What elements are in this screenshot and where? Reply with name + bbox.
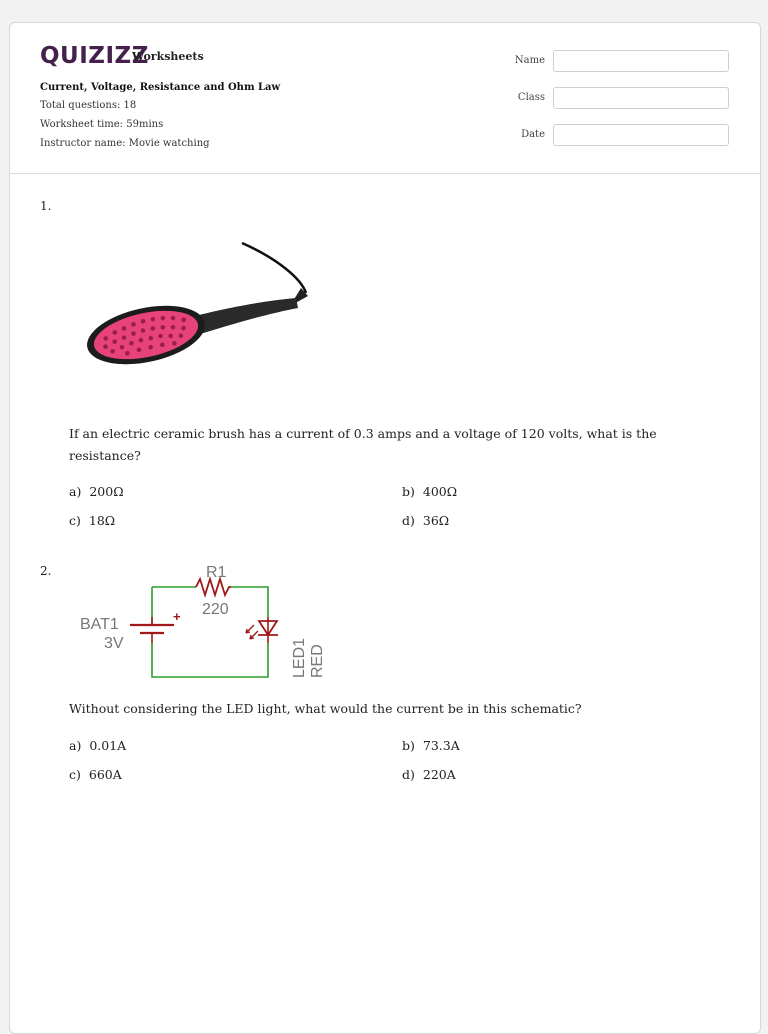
class-field[interactable] — [553, 87, 729, 109]
question-number: 1. — [40, 199, 52, 213]
battery-name: BAT1 — [80, 616, 119, 633]
option-text: 73.3A — [422, 738, 460, 753]
option-text: 400Ω — [422, 484, 458, 499]
instructor-name: Instructor name: Movie watching — [40, 138, 210, 149]
option-text: 36Ω — [422, 513, 450, 528]
option-letter: b) — [402, 738, 415, 753]
option-text: 0.01A — [89, 738, 127, 753]
battery-value: 3V — [104, 635, 124, 652]
option-c[interactable] — [69, 513, 115, 528]
resistor-name: R1 — [206, 564, 227, 581]
option-letter: c) — [69, 767, 81, 782]
option-a[interactable] — [69, 484, 124, 499]
option-letter: d) — [402, 767, 415, 782]
led-name: LED1 — [291, 637, 308, 678]
option-letter: c) — [69, 513, 81, 528]
option-text: 200Ω — [89, 484, 124, 499]
resistor-value: 220 — [202, 601, 229, 618]
battery-plus-sign: + — [173, 609, 181, 624]
question-text: Without considering the LED light, what would the current be in this schematic? — [69, 701, 582, 716]
class-label: Class — [517, 92, 545, 103]
option-text: 660A — [88, 767, 122, 782]
worksheet-title: Current, Voltage, Resistance and Ohm Law — [40, 82, 281, 93]
option-d[interactable] — [402, 767, 456, 782]
option-b[interactable] — [402, 484, 457, 499]
option-a[interactable] — [69, 738, 126, 753]
led-color: RED — [309, 644, 326, 678]
worksheet-header — [10, 23, 760, 174]
option-letter: d) — [402, 513, 415, 528]
option-c[interactable] — [69, 767, 122, 782]
option-letter: a) — [69, 484, 82, 499]
question-text: If an electric ceramic brush has a current of 0.3 amps and a voltage of 120 volts, what is the resistance? — [69, 426, 657, 463]
option-text: 220A — [422, 767, 456, 782]
option-d[interactable] — [402, 513, 449, 528]
option-letter: a) — [69, 738, 82, 753]
circuit-schematic — [68, 559, 328, 688]
hair-brush-image — [76, 238, 316, 372]
worksheet-page — [9, 22, 761, 1034]
worksheet-time: Worksheet time: 59mins — [40, 119, 164, 130]
question-number: 2. — [40, 564, 52, 578]
name-label: Name — [514, 55, 545, 66]
date-label: Date — [521, 129, 545, 140]
option-letter: b) — [402, 484, 415, 499]
total-questions: Total questions: 18 — [40, 100, 137, 111]
date-field[interactable] — [553, 124, 729, 146]
name-field[interactable] — [553, 50, 729, 72]
logo-subtitle: Worksheets — [132, 50, 204, 63]
option-text: 18Ω — [88, 513, 116, 528]
option-b[interactable] — [402, 738, 460, 753]
quizizz-logo: QUIZIZZ — [40, 43, 149, 69]
